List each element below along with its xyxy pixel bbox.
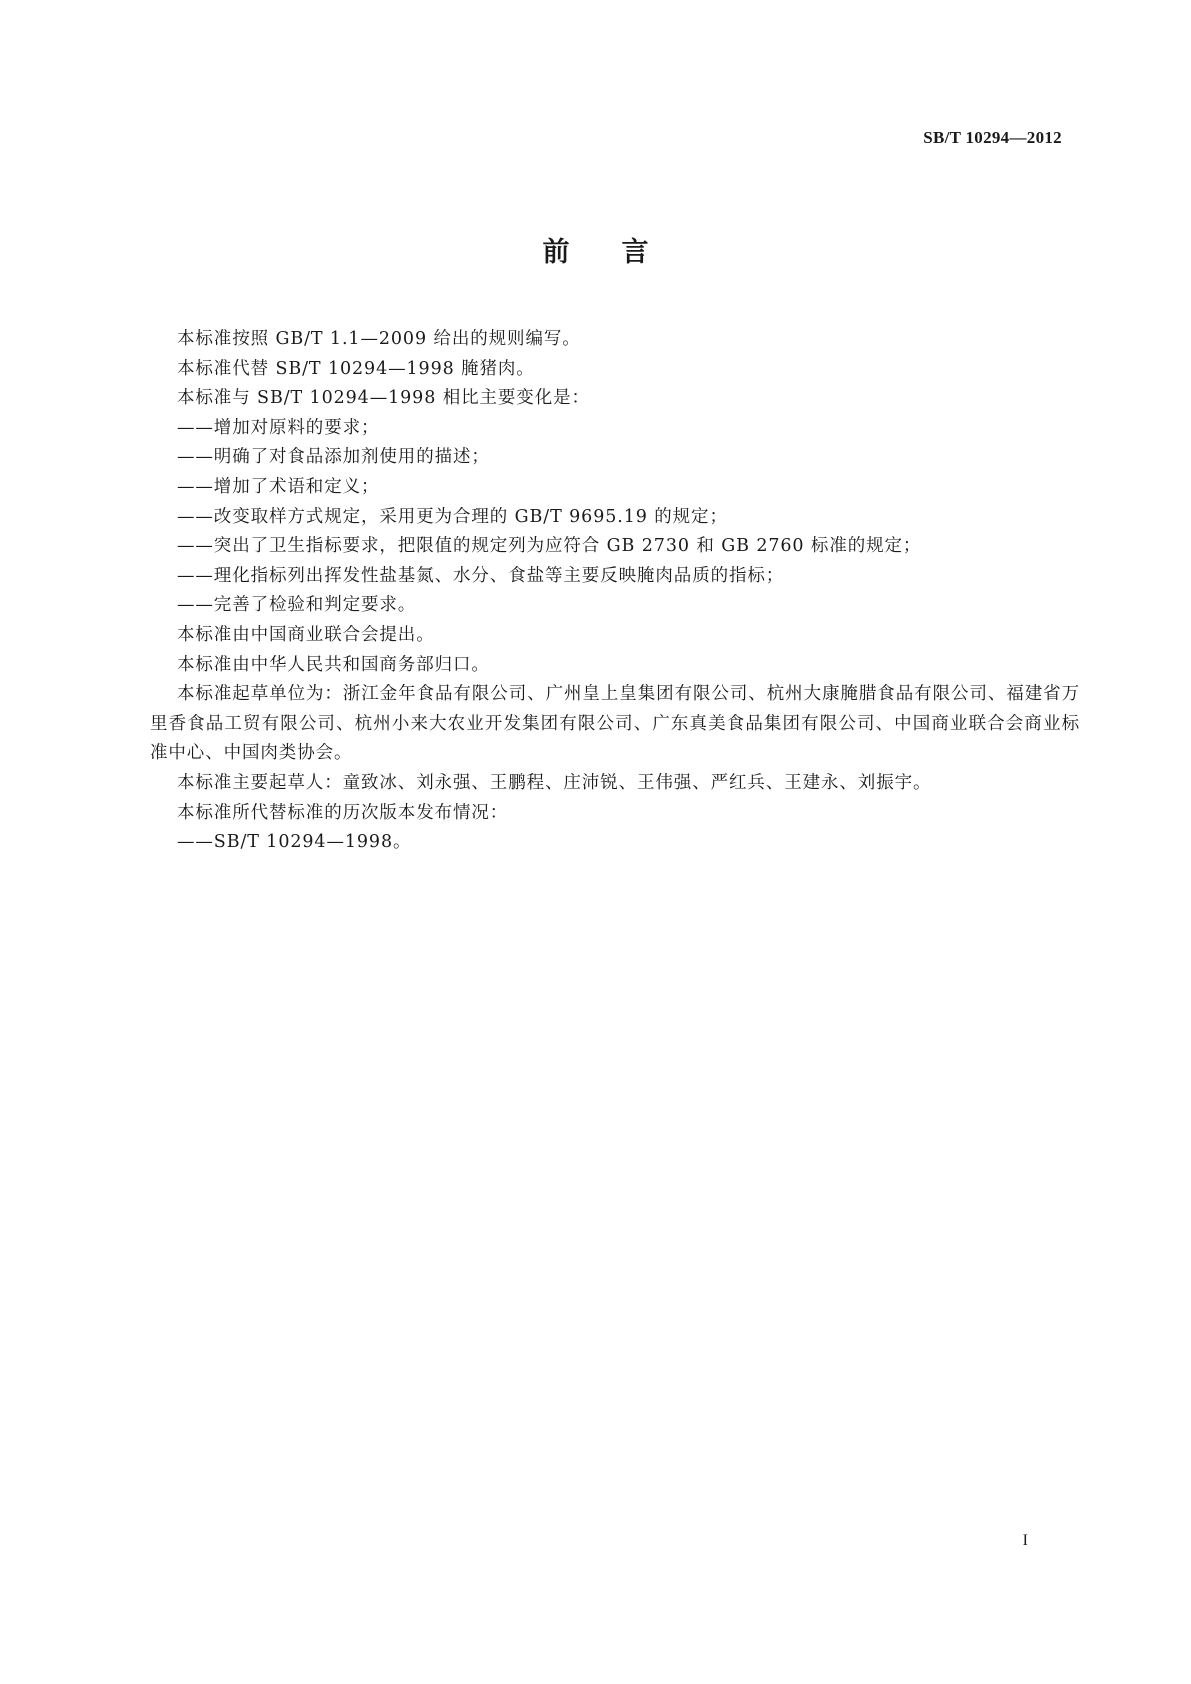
paragraph-proposed-by: 本标准由中国商业联合会提出。	[177, 624, 435, 645]
change-item-sampling: ——改变取样方式规定，采用更为合理的 GB/T 9695.19 的规定；	[177, 506, 728, 527]
page-number: I	[1022, 1532, 1028, 1549]
foreword-body	[150, 325, 1080, 858]
change-item-raw-materials: ——增加对原料的要求；	[177, 417, 380, 438]
change-item-food-additives: ——明确了对食品添加剂使用的描述；	[177, 447, 490, 468]
change-item-terms-definitions: ——增加了术语和定义；	[177, 476, 380, 497]
change-item-hygiene-indicators: ——突出了卫生指标要求，把限值的规定列为应符合 GB 2730 和 GB 2760 标准的规定；	[177, 536, 922, 557]
paragraph-main-changes: 本标准与 SB/T 10294—1998 相比主要变化是：	[177, 388, 590, 409]
change-item-inspection: ——完善了检验和判定要求。	[177, 595, 417, 616]
paragraph-drafting-units: 本标准起草单位为：浙江金年食品有限公司、广州皇上皇集团有限公司、杭州大康腌腊食品有限公司、福建省万里香食品工贸有限公司、杭州小来大农业开发集团有限公司、广东真美食品集团有限公司、中国商业联合会商业标准中心、中国肉类协会。	[150, 684, 1080, 764]
version-history-item: ——SB/T 10294—1998。	[177, 832, 412, 853]
paragraph-version-history: 本标准所代替标准的历次版本发布情况：	[177, 802, 509, 823]
paragraph-replaces: 本标准代替 SB/T 10294—1998 腌猪肉。	[177, 358, 535, 379]
change-item-physicochemical: ——理化指标列出挥发性盐基氮、水分、食盐等主要反映腌肉品质的指标；	[177, 565, 785, 586]
paragraph-centralized-by: 本标准由中华人民共和国商务部归口。	[177, 654, 490, 675]
paragraph-drafting-rules: 本标准按照 GB/T 1.1—2009 给出的规则编写。	[177, 329, 581, 349]
page-title: 前言	[542, 237, 701, 268]
paragraph-main-drafters: 本标准主要起草人：童致冰、刘永强、王鹏程、庄沛锐、王伟强、严红兵、王建永、刘振宇。	[177, 772, 932, 793]
standard-number-header: SB/T 10294—2012	[923, 128, 1062, 147]
